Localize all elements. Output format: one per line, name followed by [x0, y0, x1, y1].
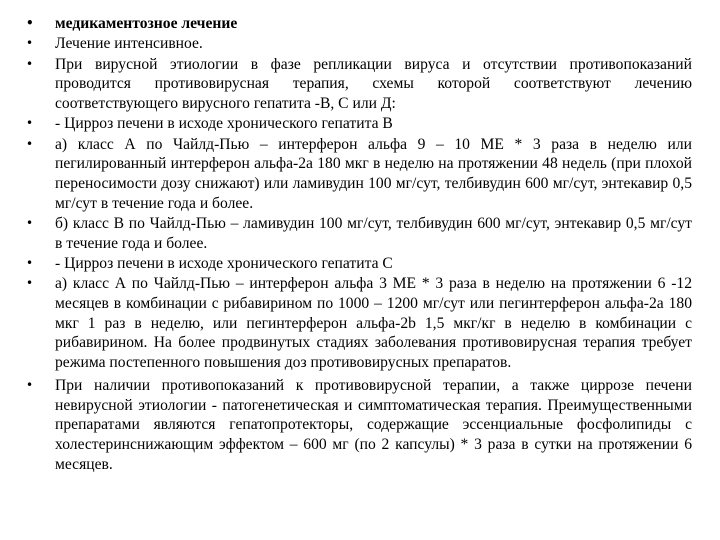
- bullet-cirrhosis-hepatitis-c: • - Цирроз печени в исходе хронического гепатита С: [24, 254, 692, 274]
- bullet-hep-b-class-b: • б) класс В по Чайлд-Пью – ламивудин 100 мг/сут, телбивудин 600 мг/сут, энтекавир 0,5 мг/сут в течение года и более.: [24, 214, 692, 253]
- bullet-viral-etiology: • При вирусной этиологии в фазе репликации вируса и отсутствии противопоказаний проводится противовирусная терапия, схемы которой соответствуют лечению соответствующего вирусного гепатита -В, С или Д:: [24, 55, 692, 114]
- bullet-hep-b-class-a: • а) класс А по Чайлд-Пью – интерферон альфа 9 – 10 МЕ * 3 раза в неделю или пегилированный интерферон альфа-2а 180 мкг в неделю на протяжении 48 недель (при плохой переносимости дозу снижают) или ламивудин 100 мг/сут, телбивудин 600 мг/сут, энтекавир 0,5 мг/сут в течение года и более.: [24, 135, 692, 214]
- bullet-contraindications: • При наличии противопоказаний к противовирусной терапии, а также циррозе печени невирусной этиологии - патогенетическая и симптоматическая терапия. Преимущественными препаратами являются гепатопротекторы, содержащие эссенциальные фосфолипиды с холестеринснижающим эффектом – 600 мг (по 2 капсулы) * 3 раза в сутки на протяжении 6 месяцев.: [24, 376, 692, 475]
- bullet-cirrhosis-hepatitis-b: • - Цирроз печени в исходе хронического гепатита В: [24, 114, 692, 134]
- bullet-heading-medication-treatment: • медикаментозное лечение: [24, 14, 692, 34]
- bullet-intensive-treatment: • Лечение интенсивное.: [24, 34, 692, 54]
- bullet-hep-c-class-a: • а) класс А по Чайлд-Пью – интерферон альфа 3 МЕ * 3 раза в неделю на протяжении 6 -12 месяцев в комбинации с рибавирином по 1000 – 1200 мг/сут или пегинтерферон альфа-2а 180 мкг 1 раз в неделю, или пегинтерферон альфа-2b 1,5 мкг/кг в неделю в комбинации с рибавирином. На более продвинутых стадиях заболевания противовирусная терапия требует режима постепенного повышения доз противовирусных препаратов.: [24, 274, 692, 373]
- bullet-list: [24, 14, 692, 475]
